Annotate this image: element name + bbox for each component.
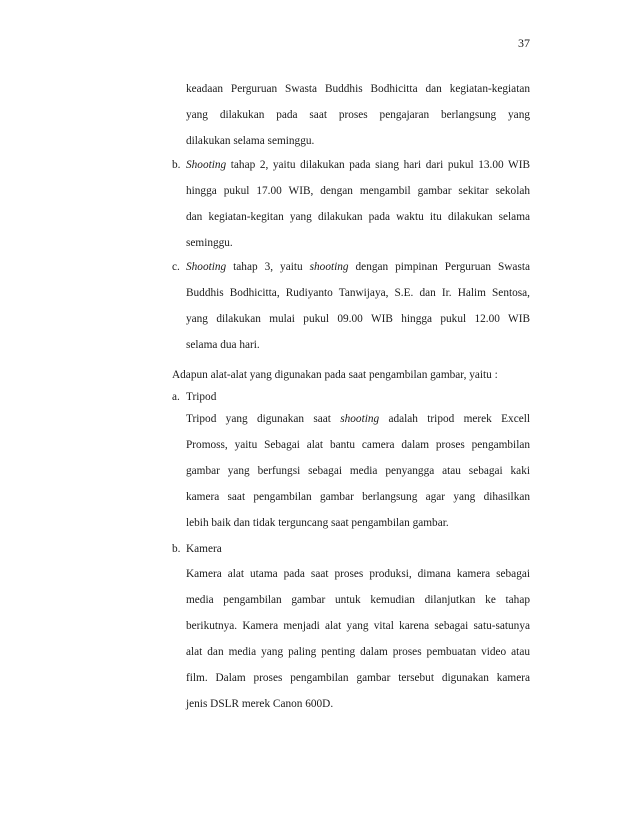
kamera-line-4: alat dan media yang paling penting dalam proses pembuatan video atau <box>186 646 530 658</box>
tripod-line-1-start: Tripod yang digunakan saat <box>186 413 341 425</box>
item-c-line-1 <box>186 260 530 274</box>
item-c-line-3: yang dilakukan mulai pukul 09.00 WIB hingga pukul 12.00 WIB <box>186 313 530 325</box>
item-b-term: Shooting <box>186 159 227 171</box>
item-c-marker: c. <box>172 261 180 273</box>
kamera-heading: Kamera <box>186 543 222 555</box>
tools-intro: Adapun alat-alat yang digunakan pada saat pengambilan gambar, yaitu : <box>172 369 498 381</box>
tripod-heading: Tripod <box>186 391 217 403</box>
item-c-line-1-mid: tahap 3, yaitu <box>226 261 310 273</box>
item-b-line-4: seminggu. <box>186 237 233 249</box>
item-c-line-2: Buddhis Bodhicitta, Rudiyanto Tanwijaya, S.E. dan Ir. Halim Sentosa, <box>186 287 530 299</box>
item-b-line-1-rest: tahap 2, yaitu dilakukan pada siang hari dari pukul 13.00 WIB <box>226 159 530 171</box>
kamera-line-6: jenis DSLR merek Canon 600D. <box>186 698 334 710</box>
tripod-line-5: lebih baik dan tidak terguncang saat pengambilan gambar. <box>186 517 449 529</box>
item-c-term-2: shooting <box>309 261 349 273</box>
tripod-line-1-rest: adalah tripod merek Excell <box>379 413 530 425</box>
para1-line-1: keadaan Perguruan Swasta Buddhis Bodhicitta dan kegiatan-kegiatan <box>186 83 530 95</box>
tripod-marker: a. <box>172 391 180 403</box>
page-number: 37 <box>518 36 530 50</box>
item-b-line-3: dan kegiatan-kegitan yang dilakukan pada waktu itu dilakukan selama <box>186 211 530 223</box>
kamera-line-3: berikutnya. Kamera menjadi alat yang vital karena sebagai satu-satunya <box>186 620 530 632</box>
tripod-line-4: kamera saat pengambilan gambar berlangsung agar yang dihasilkan <box>186 491 530 503</box>
item-c-line-4: selama dua hari. <box>186 339 260 351</box>
tripod-term: shooting <box>340 413 380 425</box>
item-b-marker: b. <box>172 159 181 171</box>
para1-line-2: yang dilakukan pada saat proses pengajaran berlangsung yang <box>186 109 530 121</box>
kamera-line-1: Kamera alat utama pada saat proses produksi, dimana kamera sebagai <box>186 568 530 580</box>
item-b-line-1 <box>186 158 530 172</box>
item-c-term: Shooting <box>186 261 227 273</box>
tripod-line-3: gambar yang berfungsi sebagai media penyangga atau sebagai kaki <box>186 465 530 477</box>
item-c-line-1-rest: dengan pimpinan Perguruan Swasta <box>348 261 530 273</box>
tripod-line-2: Promoss, yaitu Sebagai alat bantu camera dalam proses pengambilan <box>186 439 530 451</box>
para1-line-3: dilakukan selama seminggu. <box>186 135 315 147</box>
kamera-marker: b. <box>172 543 181 555</box>
kamera-line-2: media pengambilan gambar untuk kemudian dilanjutkan ke tahap <box>186 594 530 606</box>
kamera-line-5: film. Dalam proses pengambilan gambar tersebut digunakan kamera <box>186 672 530 684</box>
item-b-line-2: hingga pukul 17.00 WIB, dengan mengambil gambar sekitar sekolah <box>186 185 530 197</box>
tripod-line-1 <box>186 412 530 426</box>
